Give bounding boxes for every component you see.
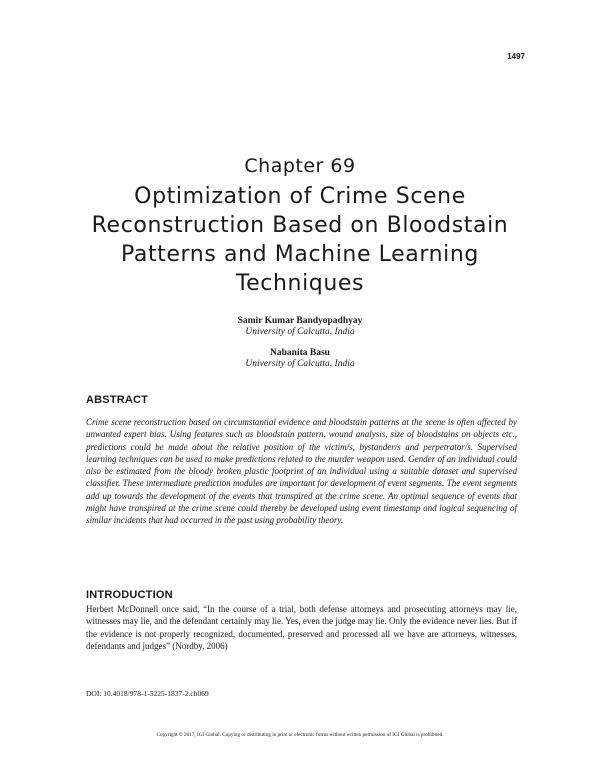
copyright-notice: Copyright © 2017, IGI Global. Copying or distributing in print or electronic forms without written permission of IGI Global is prohibited.	[156, 732, 444, 738]
doi: DOI: 10.4018/978-1-5225-1837-2.ch069	[86, 689, 209, 698]
author-affiliation: University of Calcutta, India	[245, 359, 355, 369]
chapter-title: Optimization of Crime Scene Reconstruction Based on Bloodstain Patterns and Machine Learning Techniques	[91, 184, 509, 296]
page-number: 1497	[507, 52, 525, 61]
introduction-text: Herbert McDonnell once said, “In the course of a trial, both defense attorneys and prosecuting attorneys may lie, witnesses may lie, and the defendant certainly may lie. Yes, even the judge may lie. Only the evidence never lies. But if the evidence is not properly recognized, documented, preserved and processed all we have are attorneys, witnesses, defendants and judges” (Nordby, 2006)	[86, 604, 517, 651]
abstract-heading: ABSTRACT	[86, 394, 149, 406]
author-affiliation: University of Calcutta, India	[245, 327, 355, 337]
introduction-heading: INTRODUCTION	[86, 589, 173, 601]
chapter-label: Chapter 69	[244, 155, 356, 177]
author-block	[0, 348, 600, 370]
abstract-text: Crime scene reconstruction based on circumstantial evidence and bloodstain patterns at the scene is often affected by unwanted expert bias. Using features such as bloodstain pattern, wound analysis, size of bloodstains on objects etc., predictions could be made about the relative position of the victim/s, bystander/s and perpetrator/s. Supervised learning techniques can be used to make predictions related to the murder weapon used. Gender of an individual could also be estimated from the bloody broken plastic footprint of an individual using a suitable dataset and supervised classifier. These intermediate prediction modules are important for development of event segments. The event segments add up towards the development of the events that transpired at the crime scene. An optimal sequence of events that might have transpired at the crime scene could thereby be developed using event timestamp and logical sequencing of similar incidents that had occurred in the past using probability theory.	[86, 417, 517, 526]
author-name: Samir Kumar Bandyopadhyay	[237, 316, 363, 326]
author-list	[0, 316, 600, 370]
author-name: Nabanita Basu	[270, 348, 330, 358]
author-block	[0, 316, 600, 338]
